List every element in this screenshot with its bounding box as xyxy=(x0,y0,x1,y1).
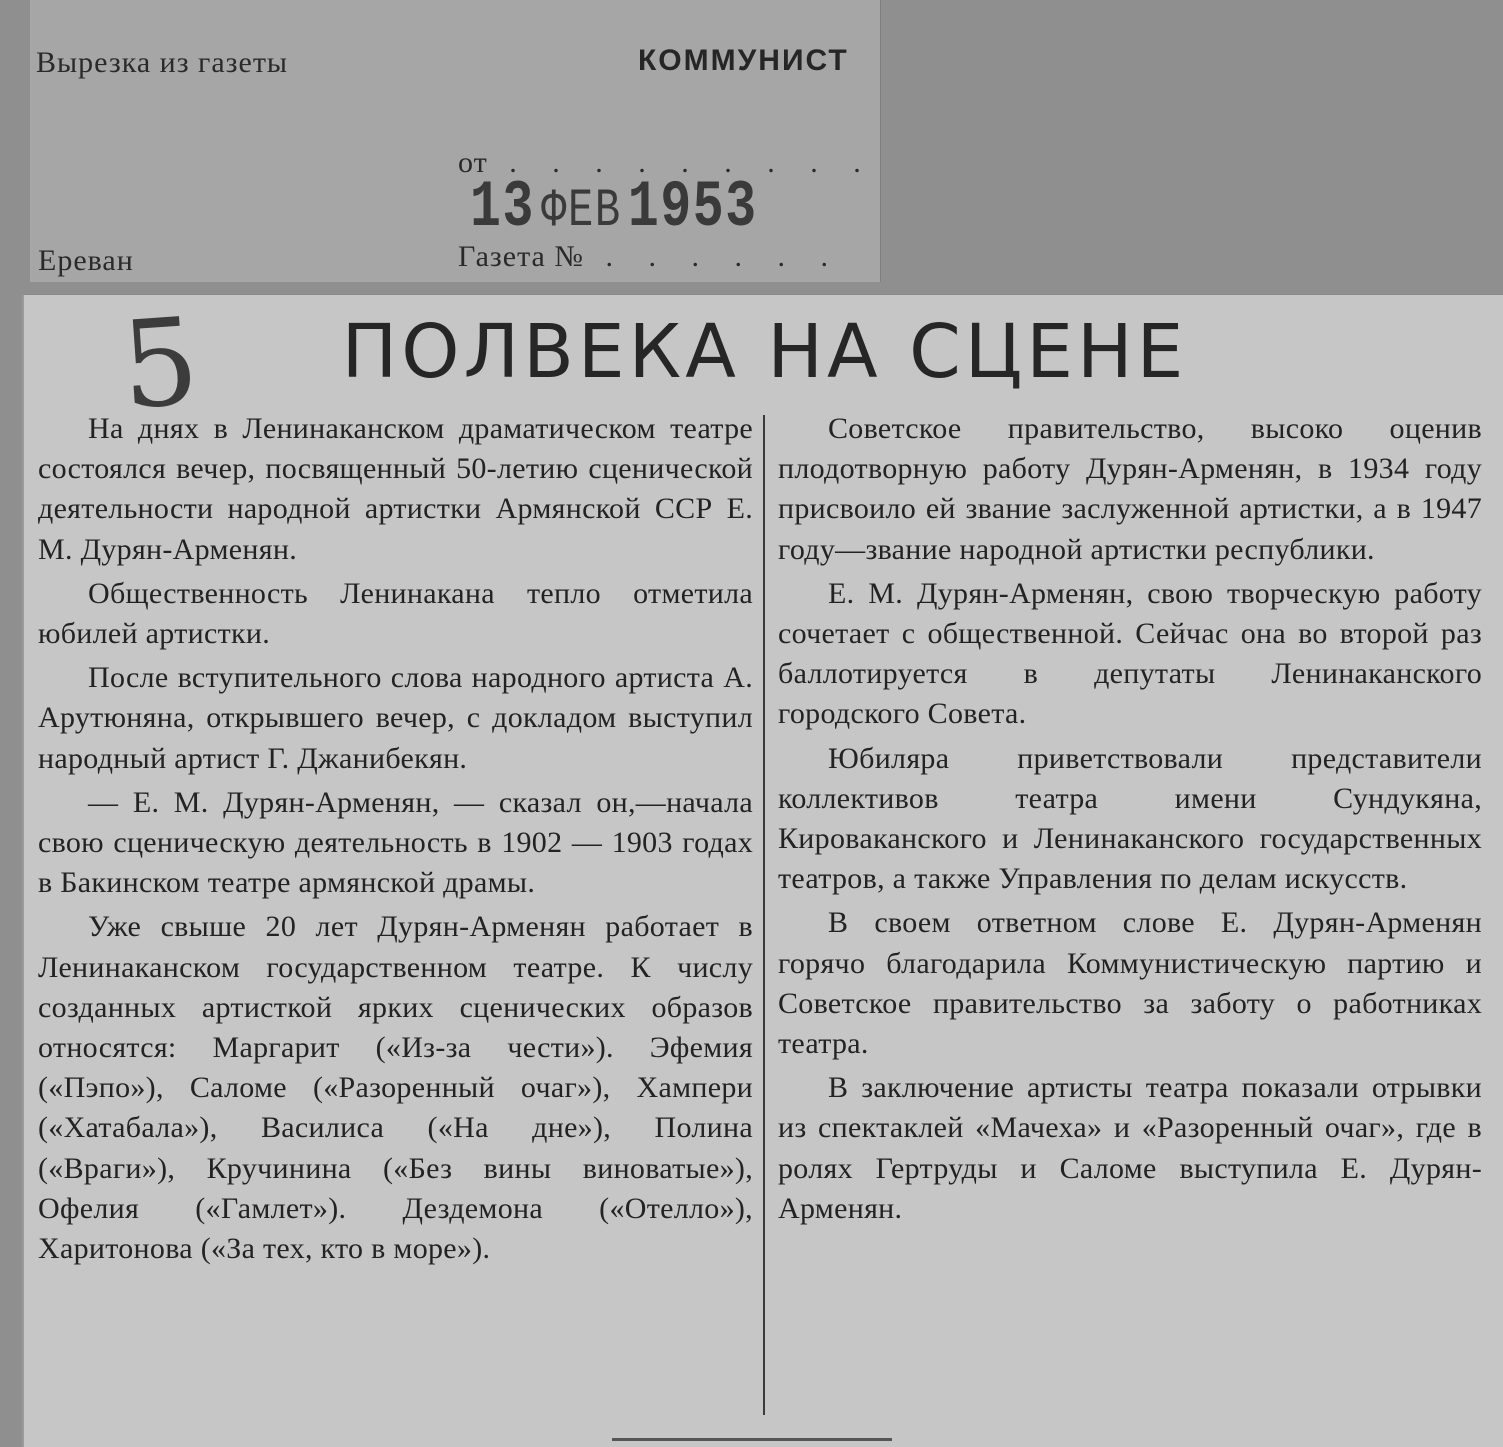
article-headline: ПОЛВЕКА НА СЦЕНЕ xyxy=(341,309,1188,395)
paragraph: Уже свыше 20 лет Дурян-Арменян работает в Ленинаканском государственном театре. К числу созданных артисткой ярких сценических образов относятся: Маргарит («Из-за чести»). Эфемия («Пэпо»), Саломе («Разоренный очаг»), Хампери («Хатабала»), Василиса («На дне»), Полина («Враги»), Кручинина («Без вины виноватые»), Офелия («Гамлет»). Дездемона («Отелло»), Харитонова («За тех, кто в море»). xyxy=(38,910,753,1266)
newspaper-name: КОММУНИСТ xyxy=(638,44,849,77)
paragraph: После вступительного слова народного артиста А. Арутюняна, открывшего вечер, с докладом выступил народный артист Г. Джанибекян. xyxy=(38,661,753,775)
paragraph: Общественность Ленинакана тепло отметила юбилей артистки. xyxy=(38,576,753,651)
paragraph: В заключение артисты театра показали отрывки из спектаклей «Мачеха» и «Разоренный очаг», где в ролях Гертруды и Саломе выступила Е. Дурян-Арменян. xyxy=(778,1071,1482,1225)
handwritten-mark: 5 xyxy=(117,292,204,437)
stamp-month: ФЕВ xyxy=(541,181,622,242)
clipping-label: Вырезка из газеты xyxy=(36,46,289,79)
issue-number-label: Газета № . . . . . . xyxy=(458,240,842,273)
bottom-rule xyxy=(612,1438,892,1441)
clipping-form-slip xyxy=(30,0,881,282)
article-right-column xyxy=(778,409,1482,1233)
newspaper-clipping xyxy=(22,294,1503,1447)
paragraph: Юбиляра приветствовали представители коллективов театра имени Сундукяна, Кироваканского и Ленинаканского государственных театров, а также Управления по делам искусств. xyxy=(778,741,1482,896)
paragraph: Советское правительство, высоко оценив плодотворную работу Дурян-Арменян, в 1934 году присвоило ей звание заслуженной артистки, а в 1947 году—звание народной артистки республики. xyxy=(778,412,1482,566)
stamp-year: 1953 xyxy=(627,170,758,245)
article-left-column xyxy=(38,409,753,1273)
paragraph: В своем ответном слове Е. Дурян-Арменян горячо благодарила Коммунистическую партию и Советское правительство за заботу о работниках театра. xyxy=(778,906,1482,1061)
paragraph: Е. М. Дурян-Арменян, свою творческую работу сочетает с общественной. Сейчас она во второй раз баллотируется в депутаты Ленинаканского городского Совета. xyxy=(778,576,1482,731)
date-from-label: от . . . . . . . . . xyxy=(458,146,875,179)
city-label: Ереван xyxy=(38,244,134,277)
column-divider xyxy=(763,415,765,1415)
date-stamp xyxy=(470,170,758,245)
stamp-day: 13 xyxy=(470,170,535,245)
paragraph: На днях в Ленинаканском драматическом театре состоялся вечер, посвященный 50-летию сценической деятельности народной артистки Армянской ССР Е. М. Дурян-Арменян. xyxy=(38,412,753,566)
paragraph: — Е. М. Дурян-Арменян, — сказал он,—начала свою сценическую деятельность в 1902 — 1903 годах в Бакинском театре армянской драмы. xyxy=(38,785,753,900)
